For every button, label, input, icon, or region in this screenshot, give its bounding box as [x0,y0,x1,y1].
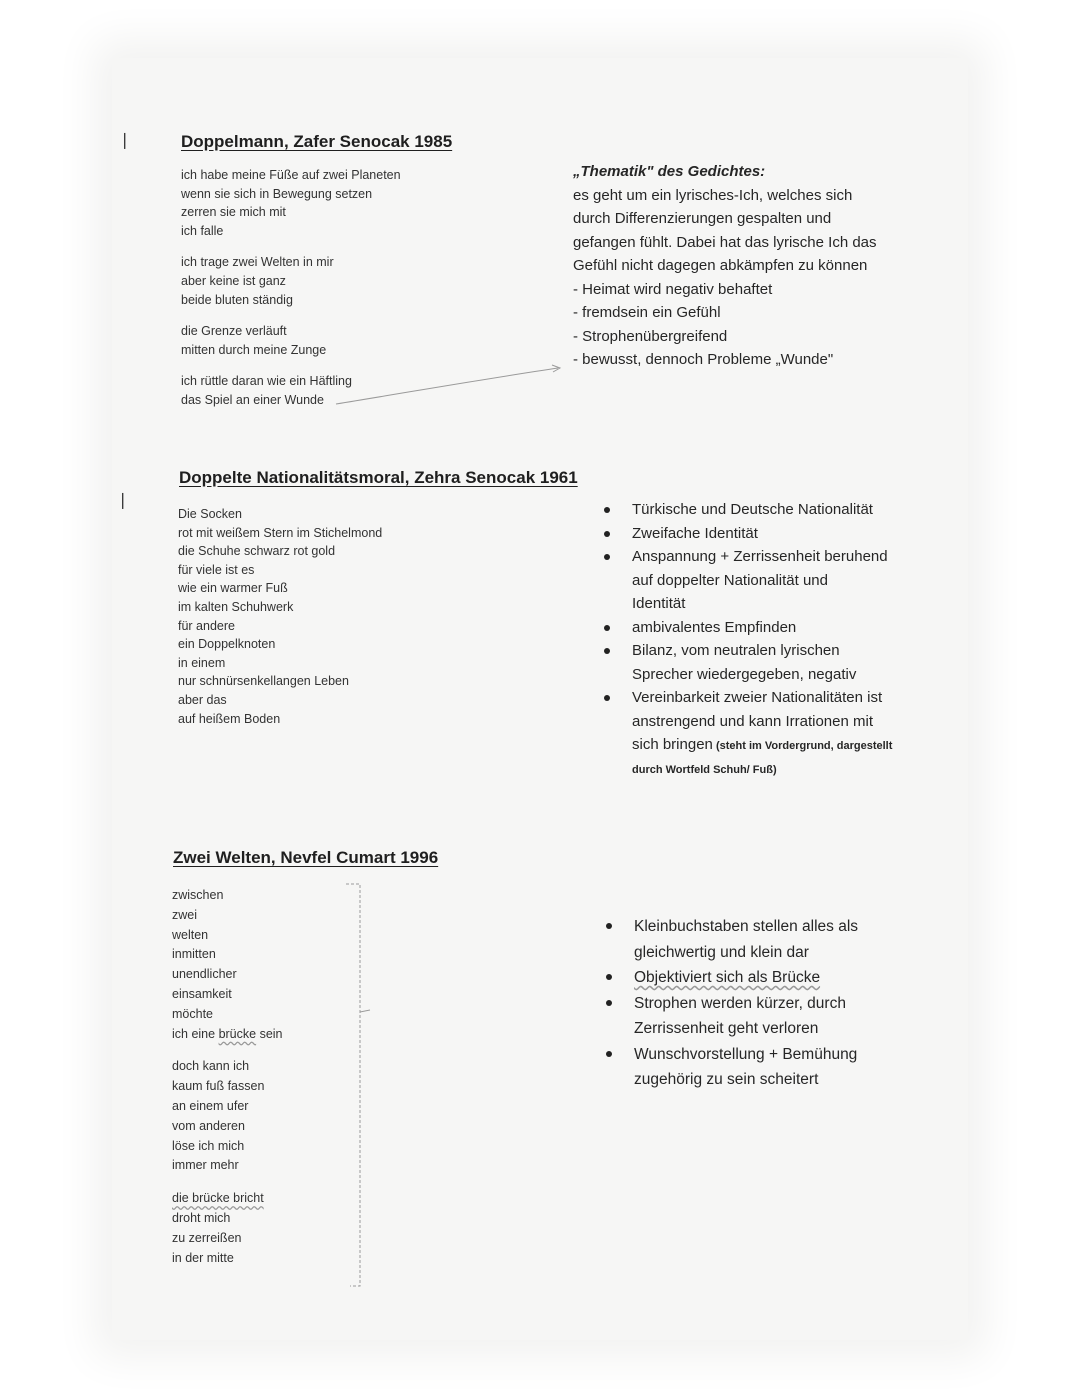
poem-line: die Schuhe schwarz rot gold [178,544,336,559]
poem-line: das Spiel an einer Wunde [181,392,324,407]
margin-mark: ❘ [116,492,130,509]
bullet-item [600,522,940,546]
bullet-line: anstrengend und kann Irrationen mit [632,712,873,730]
poem-line: rot mit weißem Stern im Stichelmond [178,525,383,540]
poem-line: doch kann ich [172,1059,250,1074]
bullet-line: zugehörig zu sein scheitert [634,1071,819,1088]
bullet-line: Zweifache Identität [632,524,758,542]
poem-line: in einem [178,655,226,670]
poem-line: möchte [172,1006,213,1021]
poem-line: beide bluten ständig [181,292,293,307]
poem-line: die brücke bricht [172,1191,264,1206]
poem-line: die Grenze verläuft [181,324,287,339]
poem-line: kaum fuß fassen [172,1079,265,1094]
poem-line: aber das [178,692,227,707]
bullet-item [602,914,932,965]
poem-line: zwei [172,907,198,922]
bullet-line: Bilanz, vom neutralen lyrischen [632,642,840,659]
bullet-annotation: (steht im Vordergrund, dargestellt [712,740,893,752]
poem-line: nur schnürsenkellangen Leben [178,674,349,689]
poem-line: an einem ufer [172,1098,249,1113]
poem-stanza [181,253,401,309]
interpretation-notes [573,160,877,372]
poem-line: ich rüttle daran wie ein Häftling [181,374,352,389]
poem-line: zu zerreißen [172,1230,242,1245]
note-line: - fremdsein ein Gefühl [573,304,721,321]
poem-line: vom anderen [172,1118,245,1133]
poem-line: aber keine ist ganz [181,273,286,288]
notes-heading: „Thematik" des Gedichtes: [573,163,766,180]
poem-line: inmitten [172,947,216,962]
bullet-line: Wunschvorstellung + Bemühung [634,1045,858,1063]
poem-line: für andere [178,618,235,633]
poem-line: droht mich [172,1210,231,1225]
poem-line: unendlicher [172,967,237,982]
poem-line: ich trage zwei Welten in mir [181,255,334,270]
bullet-line: gleichwertig und klein dar [634,943,809,961]
poem-line: einsamkeit [172,986,232,1001]
poem-line: zerren sie mich mit [181,205,286,220]
bullet-item [600,639,940,686]
poem-line: immer mehr [172,1158,239,1173]
poem-title: Doppelmann, Zafer Senocak 1985 [181,132,453,151]
poem-title: Doppelte Nationalitätsmoral, Zehra Senocak 1961 [179,468,578,487]
bullet-line: ambivalentes Empfinden [632,618,797,636]
arrow-icon [330,360,570,410]
bullet-line: Anspannung + Zerrissenheit beruhend [632,548,888,565]
poem-line: sein [256,1026,283,1041]
poem-line: wenn sie sich in Bewegung setzen [181,186,373,201]
poem-line: zwischen [172,888,224,902]
bullet-line: Vereinbarkeit zweier Nationalitäten ist [632,689,883,706]
bullet-line: Strophen werden kürzer, durch [634,994,846,1012]
poem-line: ein Doppelknoten [178,637,276,652]
bullet-line [632,733,940,759]
note-line: - bewusst, dennoch Probleme „Wunde" [573,351,834,368]
bullet-annotation: durch Wortfeld Schuh/ Fuß) [632,763,777,776]
poem-body [172,886,283,1281]
bullet-line: Objektiviert sich als Brücke [634,969,821,986]
poem-body [178,505,382,728]
poem-line: ich habe meine Füße auf zwei Planeten [181,168,401,182]
bullet-line: auf doppelter Nationalität und [632,571,828,589]
poem-line: für viele ist es [178,562,255,577]
poem-line: im kalten Schuhwerk [178,599,294,614]
bullet-notes [600,498,940,782]
note-line: durch Differenzierungen gespalten und [573,210,832,227]
bullet-line: Kleinbuchstaben stellen alles als [634,918,859,935]
poem-line: ich falle [181,223,224,238]
poem-title: Zwei Welten, Nevfel Cumart 1996 [173,848,439,867]
poem-line: welten [172,927,209,942]
margin-mark: ❘ [118,132,132,149]
bullet-item [602,965,932,991]
bullet-line: Sprecher wiedergegeben, negativ [632,665,857,683]
bullet-item [600,498,940,522]
poem-line: in der mitte [172,1250,234,1265]
poem-line: ich eine [172,1026,219,1041]
brucke-word: brücke [218,1026,257,1041]
bracket-line [340,882,380,1292]
poem-stanza [181,322,401,359]
note-line: gefangen fühlt. Dabei hat das lyrische Ich das [573,233,877,251]
poem-line: mitten durch meine Zunge [181,342,327,357]
note-line: - Strophenübergreifend [573,327,728,345]
poem-line: Die Socken [178,507,242,521]
bullet-item [602,1042,932,1093]
bullet-line: Identität [632,595,686,612]
poem-line: wie ein warmer Fuß [178,581,288,596]
bullet-item [602,991,932,1042]
poem-line: auf heißem Boden [178,711,281,726]
poem-line: löse ich mich [172,1138,245,1153]
note-line: Gefühl nicht dagegen abkämpfen zu können [573,257,868,274]
note-line: es geht um ein lyrisches-Ich, welches sich [573,186,853,204]
bullet-item [600,616,940,640]
bullet-line: Zerrissenheit geht verloren [634,1020,819,1037]
bullet-text: sich bringen [632,736,713,753]
bullet-item [600,686,940,782]
bullet-item [600,545,940,616]
bullet-line: Türkische und Deutsche Nationalität [632,501,873,518]
bullet-notes [602,914,932,1093]
note-line: - Heimat wird negativ behaftet [573,280,773,298]
poem-stanza [181,166,401,240]
